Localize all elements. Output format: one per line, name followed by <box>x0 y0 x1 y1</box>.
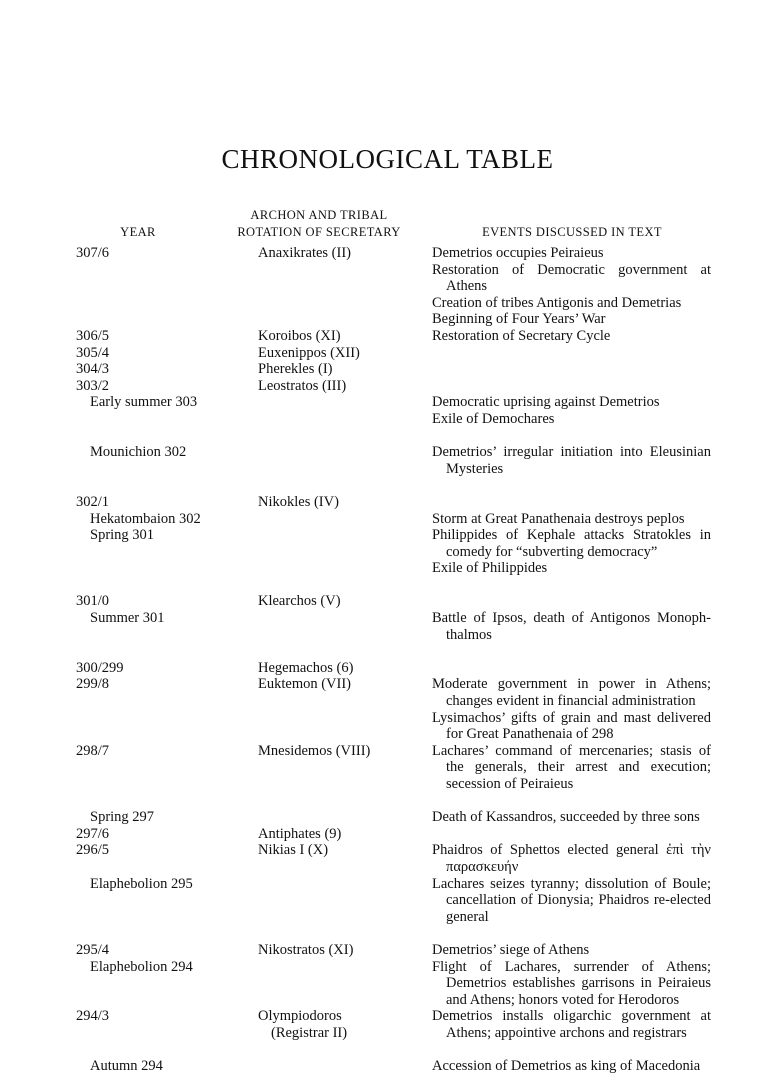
archon-cell <box>258 743 428 760</box>
events-cell <box>432 743 711 793</box>
year-cell: Elaphebolion 294 <box>90 958 193 975</box>
events-cell <box>432 826 711 843</box>
table-row <box>0 527 775 577</box>
events-cell <box>432 328 711 345</box>
year-cell: 298/7 <box>76 742 110 759</box>
year-cell: Spring 297 <box>90 809 155 826</box>
events-cell <box>432 676 711 742</box>
column-header-archon-line2: ROTATION OF SECRETARY <box>237 225 401 239</box>
archon-name: Nikias I (X) <box>258 842 329 859</box>
table-row <box>0 361 775 378</box>
archon-cell <box>258 842 428 859</box>
column-header-year-text: YEAR <box>120 225 156 239</box>
archon-cell <box>258 494 428 511</box>
event-entry: Death of Kassandros, succeeded by three sons <box>432 809 700 826</box>
archon-cell <box>258 593 428 610</box>
archon-cell <box>258 245 428 262</box>
column-header-year <box>98 224 178 241</box>
events-cell <box>432 361 711 378</box>
archon-cell <box>258 676 428 693</box>
archon-cell <box>258 345 428 362</box>
table-row <box>0 942 775 959</box>
event-entry: Exile of Demochares <box>432 410 555 427</box>
row-spacer <box>0 477 775 494</box>
archon-cell <box>258 378 428 395</box>
archon-cell <box>258 942 428 959</box>
table-row <box>0 1008 775 1041</box>
chronology-table <box>0 245 775 1075</box>
events-cell <box>432 511 711 528</box>
year-cell: Early summer 303 <box>90 394 198 411</box>
column-header-archon <box>234 207 404 241</box>
events-cell <box>432 1008 711 1041</box>
archon-name: Euxenippos (XII) <box>258 344 360 361</box>
year-cell: 296/5 <box>76 842 110 859</box>
row-spacer <box>0 1042 775 1059</box>
year-cell: 297/6 <box>76 825 110 842</box>
archon-name: Nikostratos (XI) <box>258 941 354 958</box>
event-entry: Creation of tribes Antigonis and Demetrias <box>432 294 682 311</box>
archon-name: Klearchos (V) <box>258 593 341 610</box>
table-row <box>0 378 775 395</box>
events-cell <box>432 527 711 577</box>
row-spacer <box>0 428 775 445</box>
table-row <box>0 676 775 742</box>
table-row <box>0 826 775 843</box>
year-cell: 303/2 <box>76 377 110 394</box>
events-cell <box>432 394 711 427</box>
event-entry: Battle of Ipsos, death of Antigonos Monoph-thalmos <box>432 610 711 643</box>
year-cell: 295/4 <box>76 941 110 958</box>
archon-name: Olympiodoros <box>258 1008 342 1025</box>
event-entry: Restoration of Secretary Cycle <box>432 327 611 344</box>
events-cell <box>432 660 711 677</box>
events-cell <box>432 876 711 926</box>
table-row <box>0 809 775 826</box>
table-row <box>0 328 775 345</box>
event-entry: Accession of Demetrios as king of Macedonia <box>432 1058 701 1075</box>
events-cell <box>432 959 711 1009</box>
table-row <box>0 494 775 511</box>
table-row <box>0 610 775 643</box>
column-header-events-text: EVENTS DISCUSSED IN TEXT <box>482 225 662 239</box>
table-row <box>0 245 775 328</box>
event-entry: Demetrios’ siege of Athens <box>432 941 590 958</box>
events-cell <box>432 345 711 362</box>
archon-name: Nikokles (IV) <box>258 493 339 510</box>
event-entry: Lysimachos’ gifts of grain and mast delivered for Great Panathenaia of 298 <box>432 709 711 743</box>
year-cell: 299/8 <box>76 676 110 693</box>
table-row <box>0 345 775 362</box>
event-entry: Democratic uprising against Demetrios <box>432 394 660 411</box>
year-cell: 302/1 <box>76 493 110 510</box>
archon-name: Mnesidemos (VIII) <box>258 742 371 759</box>
event-entry: Phaidros of Sphettos elected general ἐπὶ τὴν παρασκευήν <box>432 842 711 875</box>
event-entry: Storm at Great Panathenaia destroys peplos <box>432 510 685 527</box>
archon-name: Koroibos (XI) <box>258 327 341 344</box>
events-cell <box>432 610 711 643</box>
table-row <box>0 876 775 926</box>
archon-cell <box>258 660 428 677</box>
page-title: CHRONOLOGICAL TABLE <box>221 144 554 174</box>
table-row <box>0 660 775 677</box>
events-cell <box>432 444 711 477</box>
year-cell: 306/5 <box>76 327 110 344</box>
row-spacer <box>0 577 775 594</box>
year-cell: 294/3 <box>76 1008 110 1025</box>
row-spacer <box>0 925 775 942</box>
event-entry: Demetrios installs oligarchic government at Athens; appointive archons and registrars <box>432 1008 711 1041</box>
event-entry: Lachares’ command of mercenaries; stasis of the generals, their arrest and execution; secession of Peiraieus <box>432 742 711 792</box>
events-cell <box>432 494 711 511</box>
archon-name: Anaxikrates (II) <box>258 245 351 261</box>
events-cell <box>432 842 711 875</box>
year-cell: Summer 301 <box>90 610 165 627</box>
row-spacer <box>0 793 775 810</box>
archon-name: Euktemon (VII) <box>258 676 352 693</box>
column-header-archon-line1: ARCHON AND TRIBAL <box>250 208 388 222</box>
archon-name: Hegemachos (6) <box>258 659 354 676</box>
events-cell <box>432 1058 711 1075</box>
table-row <box>0 394 775 427</box>
table-row <box>0 444 775 477</box>
event-entry: Exile of Philippides <box>432 560 548 577</box>
year-cell: Mounichion 302 <box>90 444 187 461</box>
archon-cell <box>258 1008 428 1041</box>
event-entry: Flight of Lachares, surrender of Athens; Demetrios establishes garrisons in Peiraieus and Athens; honors voted for Herodoros <box>432 958 711 1008</box>
event-entry: Restoration of Democratic government at Athens <box>432 261 711 295</box>
row-spacer <box>0 643 775 660</box>
year-cell: 300/299 <box>76 659 124 676</box>
year-cell: 305/4 <box>76 344 110 361</box>
table-row <box>0 511 775 528</box>
year-cell: 304/3 <box>76 361 110 378</box>
event-entry: Lachares seizes tyranny; dissolution of Boule; cancellation of Dionysia; Phaidros re-elected general <box>432 875 711 925</box>
year-cell: Spring 301 <box>90 527 155 544</box>
event-entry: Demetrios occupies Peiraieus <box>432 245 604 261</box>
events-cell <box>432 809 711 826</box>
archon-name: Antiphates (9) <box>258 825 342 842</box>
events-cell <box>432 245 711 328</box>
archon-secretary: (Registrar II) <box>271 1024 348 1041</box>
archon-name: Pherekles (I) <box>258 361 333 378</box>
archon-cell <box>258 361 428 378</box>
year-cell: Elaphebolion 295 <box>90 875 193 892</box>
archon-cell <box>258 826 428 843</box>
table-row <box>0 593 775 610</box>
table-row <box>0 1058 775 1075</box>
event-entry: Demetrios’ irregular initiation into Eleusinian Mysteries <box>432 444 711 477</box>
year-cell: 301/0 <box>76 593 110 610</box>
year-cell: Hekatombaion 302 <box>90 510 201 527</box>
event-entry: Moderate government in power in Athens; changes evident in financial administration <box>432 676 711 710</box>
table-row <box>0 842 775 875</box>
events-cell <box>432 942 711 959</box>
table-row <box>0 959 775 1009</box>
events-cell <box>432 378 711 395</box>
table-row <box>0 743 775 793</box>
event-entry: Beginning of Four Years’ War <box>432 311 606 328</box>
archon-cell <box>258 328 428 345</box>
column-header-events <box>432 224 712 241</box>
archon-name: Leostratos (III) <box>258 377 347 394</box>
events-cell <box>432 593 711 610</box>
event-entry: Philippides of Kephale attacks Stratokles in comedy for “subverting democracy” <box>432 527 711 560</box>
year-cell: 307/6 <box>76 245 110 261</box>
year-cell: Autumn 294 <box>90 1058 163 1075</box>
